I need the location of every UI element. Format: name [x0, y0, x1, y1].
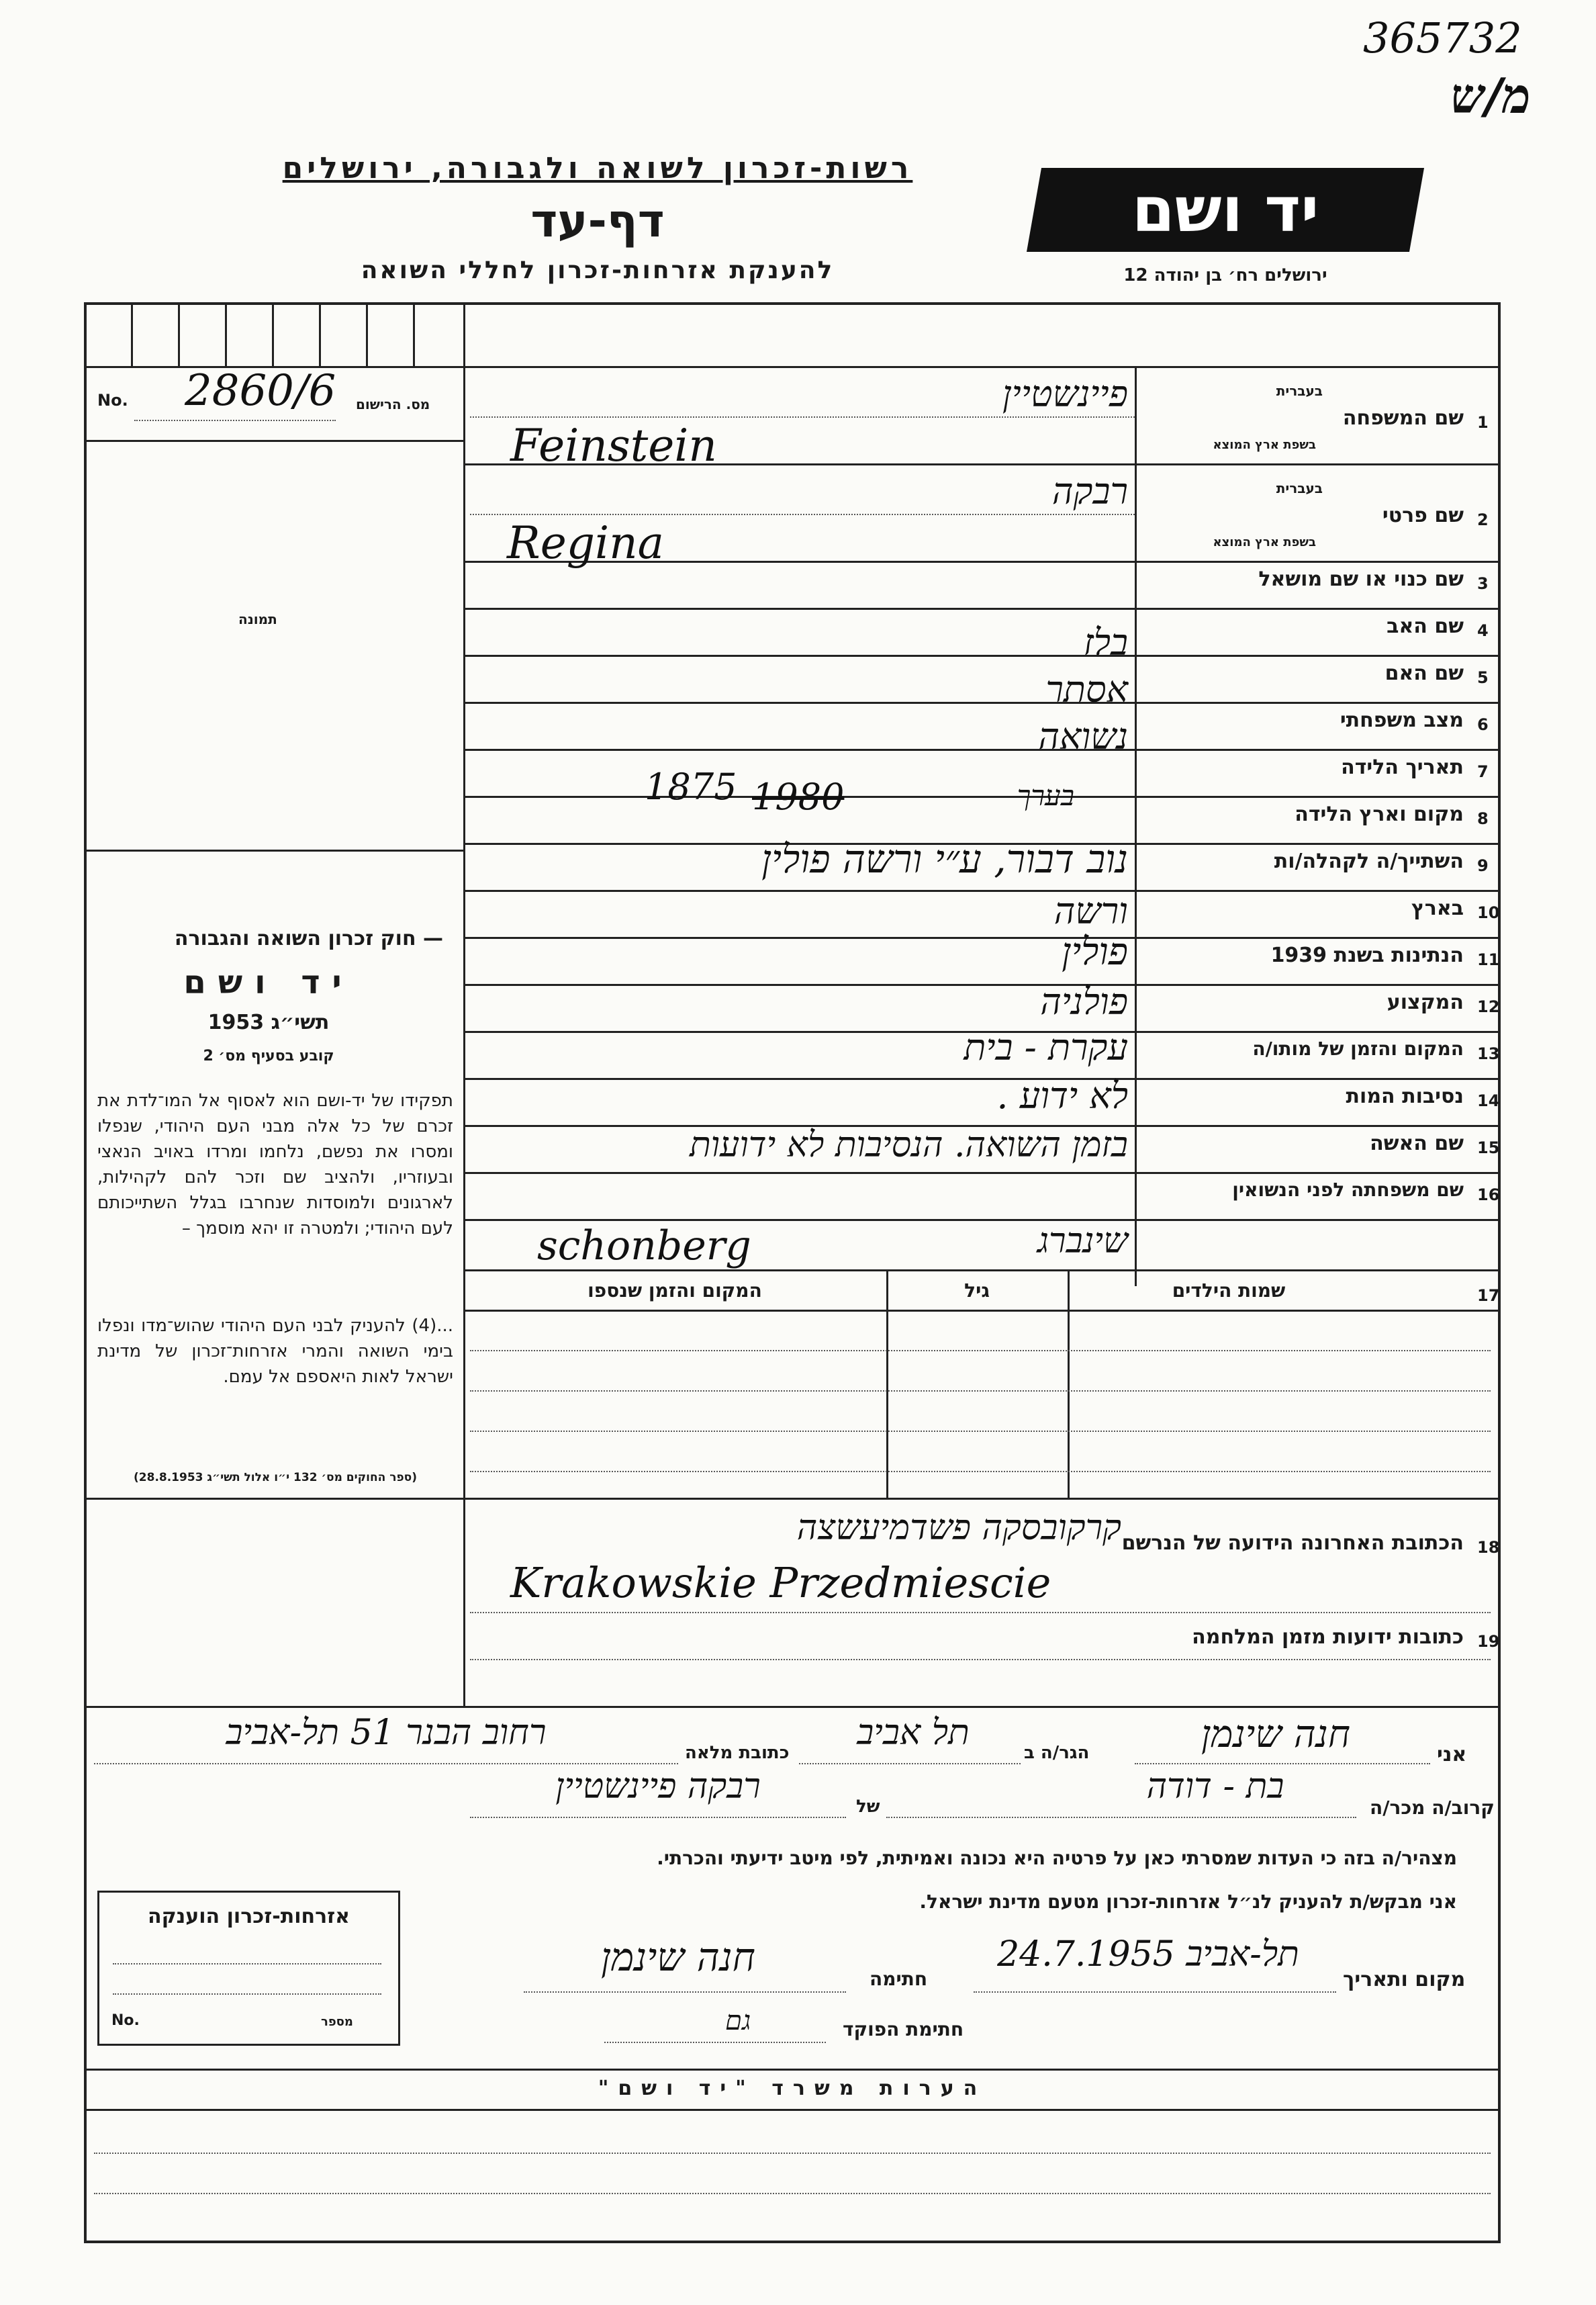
place-date-value: תל-אביב 24.7.1955	[997, 1934, 1299, 1975]
value-citizenship: פולניה	[1040, 981, 1128, 1023]
field-death-circumstances-label: נסיבות המות	[1346, 1085, 1464, 1108]
field-mother-label: שם האם	[1384, 662, 1464, 685]
archive-note: מ/ש	[1450, 67, 1531, 124]
citizenship-granted-box: אזרחות-זכרון הוענקה No. מספר	[97, 1891, 400, 2046]
label-column-divider	[1135, 366, 1137, 1286]
declaration-ani: אני	[1437, 1743, 1467, 1766]
value-country: פולין	[1062, 930, 1128, 974]
photo-label: תמונה	[238, 611, 277, 627]
value-mother: אסתר	[1045, 668, 1128, 711]
field-death-place-label: המקום והזמן של מותו/ה	[1252, 1038, 1464, 1060]
field-birthplace-label: מקום וארץ הלידה	[1295, 803, 1464, 826]
field-birthdate-label: תאריך הלידה	[1341, 756, 1464, 779]
children-header-names: שמות הילדים	[1172, 1279, 1286, 1302]
office-notes-title: הערות משרד "יד ושם"	[598, 2077, 987, 2100]
law-heading: — חוק זכרון השואה והגבורה	[174, 927, 443, 950]
value-birth-year: 1875	[645, 766, 737, 808]
value-birth-year-struck: 1980	[752, 776, 845, 818]
value-profession: עקרת - בית	[964, 1026, 1128, 1069]
field-family-name-label: שם המשפחה	[1342, 406, 1464, 430]
law-name: יד ושם	[183, 964, 354, 1001]
field-last-address-label: הכתובת האחרונה הידועה של הנרשם	[1121, 1531, 1464, 1555]
declarant-city: תל אביב	[857, 1713, 970, 1753]
value-community: ורשה	[1053, 890, 1128, 932]
value-maiden-orig: schonberg	[537, 1222, 751, 1269]
children-header-place: המקום והזמן שנספו	[588, 1279, 762, 1302]
law-paragraph-1: תפקידו של יד-ושם הוא לאסוף אל המו־לדת את זכרם של כל אלה מבני העם היהודי, שנפלו ומסרו את נפשם, נלחמו ומרדו באויב הנאצי ובעוזריו, ולהציב שם וזכר להם לקהילות, לארגונים ולמוסדות שנחרבו בגלל השתייכותם לעם היהודי; ולמטרה זו יהא מוסמך –	[97, 1091, 453, 1238]
field-profession-label: המקצוע	[1387, 991, 1464, 1014]
value-last-address-he: קרקובסקה פשדמיעשצה	[796, 1508, 1121, 1548]
field-marital-label: מצב משפחתי	[1340, 709, 1464, 732]
field-first-name-label: שם פרטי	[1382, 504, 1464, 527]
field-wartime-address-label: כתובות ידועות מזמן המלחמה	[1192, 1625, 1464, 1649]
value-last-address-orig: Krakowskie Przedmiescie	[510, 1558, 1051, 1607]
law-citation: (ספר החוקים מס׳ 132 י״ו אלול תשי״ג 28.8.1953)	[134, 1471, 417, 1484]
declaration-request: אני מבקש/ת להעניק לנ״ל אזרחות-זכרון מטעם מדינת ישראל.	[919, 1891, 1457, 1913]
field-father-label: שם האב	[1387, 615, 1464, 638]
declarant-address: רחוב הבנר 51 תל-אביב	[226, 1713, 547, 1753]
value-birthdate-approx: בערך	[1017, 779, 1074, 812]
value-first-name-he: רבקה	[1051, 470, 1128, 512]
declaration-statement: מצהיר/ה בזה כי העדות שמסרתי כאן על פרטיה היא נכונה ואמיתית, לפי מיטב ידיעתי והכרתי.	[657, 1847, 1457, 1869]
archive-number: 365732	[1363, 13, 1522, 62]
law-clause: קובע בסעיף מס׳ 2	[203, 1048, 334, 1065]
law-year: תשי״ג 1953	[207, 1011, 330, 1034]
declarant-signature: חנה שינמן	[601, 1934, 755, 1980]
value-father: בלז	[1083, 621, 1128, 664]
value-first-name-orig: Regina	[507, 517, 664, 569]
field-country-label: בארץ	[1411, 897, 1464, 920]
field-maiden-label: שם משפחתה לפני הנשואין	[1232, 1179, 1464, 1201]
value-maiden-he: שינברג	[1037, 1221, 1128, 1261]
declarant-relation: בת - דודה	[1146, 1766, 1284, 1807]
field-wife-label: שם האשה	[1370, 1132, 1464, 1155]
declarant-name: חנה שינמן	[1201, 1713, 1350, 1756]
value-birthplace: נוב דבור, ע״י ורשה פולין	[761, 836, 1128, 882]
value-death-place: לא ידוע .	[996, 1075, 1128, 1117]
registration-no-label: No.	[97, 391, 128, 410]
registration-label: מס. הרישום	[356, 396, 430, 412]
official-signature: גם	[725, 2005, 751, 2036]
left-column-divider	[463, 302, 465, 1706]
value-marital: נשואה	[1038, 715, 1128, 758]
page-title: דף-עד	[530, 195, 665, 248]
value-family-name-he: פיינשטיין	[1002, 373, 1128, 415]
law-paragraph-2: ...(4) להעניק לבני העם היהודי שהוש־מדו ונפלו בימי השואה והמרי אזרחות־זכרון של מדינת ישראל לאות היאספם אל עמם.	[97, 1316, 453, 1387]
value-death-circumstances: בזמן השואה. הנסיבות לא ידועות	[690, 1125, 1128, 1165]
yad-vashem-logo: יד ושם	[1027, 168, 1424, 252]
children-header-age: גיל	[964, 1279, 990, 1302]
citizenship-box-title: אזרחות-זכרון הוענקה	[147, 1905, 350, 1928]
page-subtitle: להענקת אזרחות-זכרון לחללי השואה	[361, 257, 835, 284]
registration-number: 2860/6	[185, 366, 336, 416]
value-family-name-orig: Feinstein	[510, 420, 717, 471]
authority-title: רשות-זכרון לשואה ולגבורה, ירושלים	[282, 151, 913, 185]
victim-name-declared: רבקה פיינשטיין	[555, 1766, 761, 1807]
logo-address: ירושלים רח׳ בן יהודה 12	[1123, 265, 1327, 285]
field-nickname-label: שם כנוי או שם מושאל	[1258, 568, 1464, 591]
field-community-label: השתייך/ה לקהלה/ות	[1274, 850, 1464, 873]
field-citizenship-label: הנתינות בשנת 1939	[1270, 944, 1464, 967]
